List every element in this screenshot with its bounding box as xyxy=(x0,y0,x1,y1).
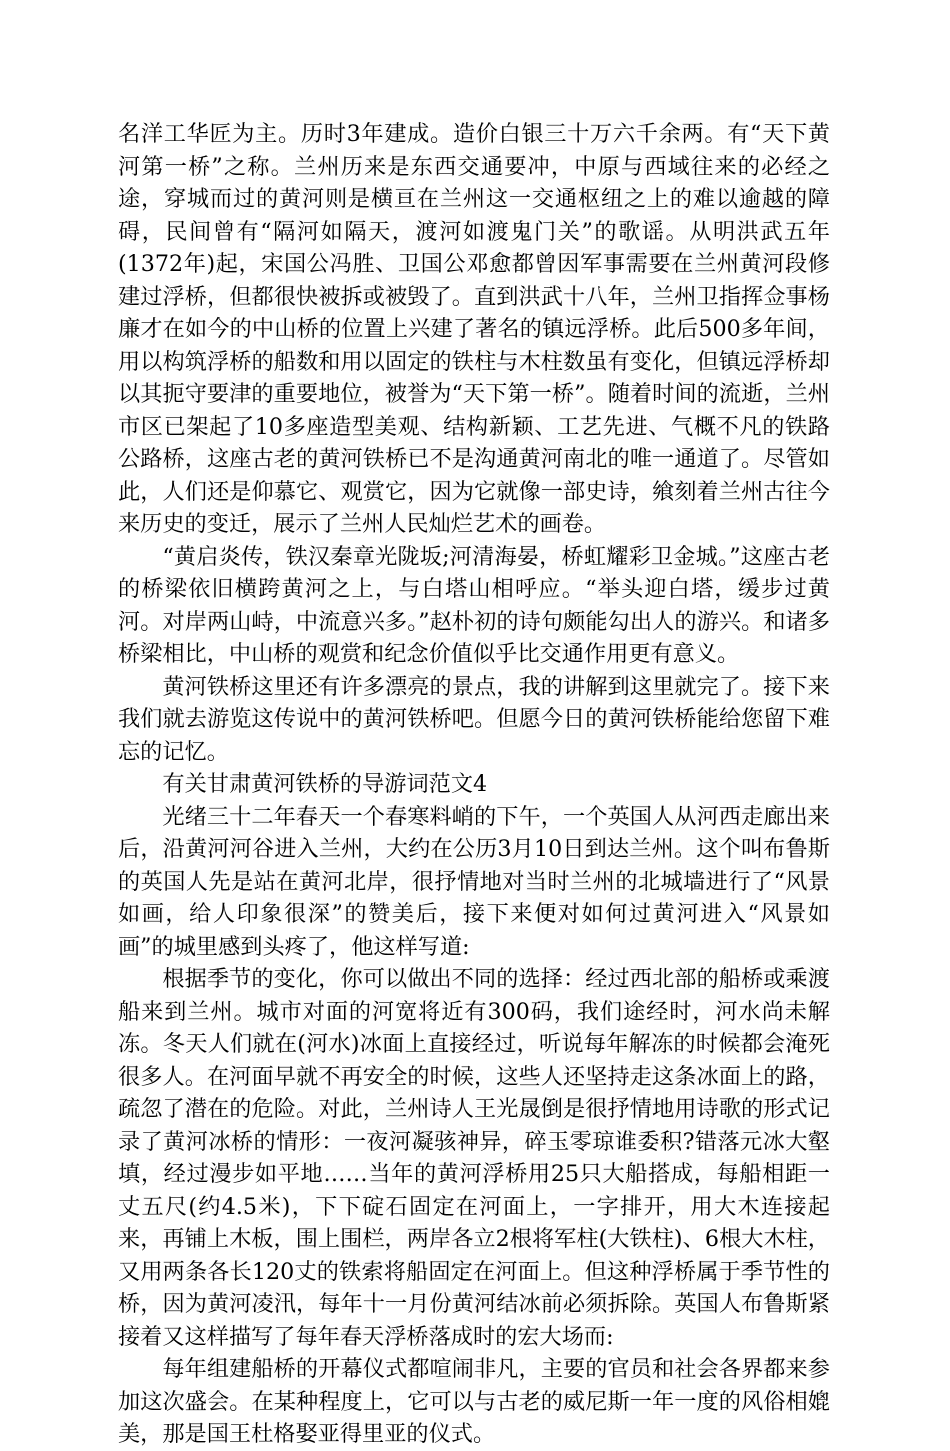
section-heading: 有关甘肃黄河铁桥的导游词范文4 xyxy=(162,771,488,797)
paragraph-guide-closing: 黄河铁桥这里还有许多漂亮的景点，我的讲解到这里就完了。接下来我们就去游览这传说中的黄河铁桥吧。但愿今日的黄河铁桥能给您留下难忘的记忆。 xyxy=(118,673,830,765)
paragraph-ice-bridge: 根据季节的变化，你可以做出不同的选择：经过西北部的船桥或乘渡船来到兰州。城市对面的河宽将近有300码，我们途经时，河水尚未解冻。冬天人们就在(河水)冰面上直接经过，听说每年解冻的时候都会淹死很多人。在河面早就不再安全的时候，这些人还坚持走这条冰面上的路，疏忽了潜在的危险。对此，兰州诗人王光晟倒是很抒情地用诗歌的形式记录了黄河冰桥的情形：一夜河凝骇神异，碎玉零琼谁委积?错落元冰大壑填，经过漫步如平地……当年的黄河浮桥用25只大船搭成，每船相距一丈五尺(约4.5米)，下下碇石固定在河面上，一字排开，用大木连接起来，再铺上木板，围上围栏，两岸各立2根将军柱(大铁柱)、6根大木柱，又用两条各长120丈的铁索将船固定在河面上。但这种浮桥属于季节性的桥，因为黄河凌汛，每年十一月份黄河结冰前必须拆除。英国人布鲁斯紧接着又这样描写了每年春天浮桥落成时的宏大场而: xyxy=(118,966,830,1350)
paragraph-bruce-arrival: 光绪三十二年春天一个春寒料峭的下午，一个英国人从河西走廊出来后，沿黄河河谷进入兰州，大约在公历3月10日到达兰州。这个叫布鲁斯的英国人先是站在黄河北岸，很抒情地对当时兰州的北城墙进行了“风景如画，给人印象很深”的赞美后，接下来便对如何过黄河进入“风景如画”的城里感到头疼了，他这样写道: xyxy=(118,803,830,960)
document-body xyxy=(118,118,830,1451)
paragraph-bridge-history: 名洋工华匠为主。历时3年建成。造价白银三十万六千余两。有“天下黄河第一桥”之称。兰州历来是东西交通要冲，中原与西域往来的必经之途，穿城而过的黄河则是横亘在兰州这一交通枢纽之上的难以逾越的障碍，民间曾有“隔河如隔天，渡河如渡鬼门关”的歌谣。从明洪武五年(1372年)起，宋国公冯胜、卫国公邓愈都曾因军事需要在兰州黄河段修建过浮桥，但都很快被拆或被毁了。直到洪武十八年，兰州卫指挥佥事杨廉才在如今的中山桥的位置上兴建了著名的镇远浮桥。此后500多年间，用以构筑浮桥的船数和用以固定的铁柱与木柱数虽有变化，但镇远浮桥却以其扼守要津的重要地位，被誉为“天下第一桥”。随着时间的流逝，兰州市区已架起了10多座造型美观、结构新颖、工艺先进、气概不凡的铁路公路桥，这座古老的黄河铁桥已不是沟通黄河南北的唯一通道了。尽管如此，人们还是仰慕它、观赏它，因为它就像一部史诗，飨刻着兰州古往今来历史的变迁，展示了兰州人民灿烂艺术的画卷。 xyxy=(118,121,830,537)
paragraph-couplet-poem: “黄启炎传，铁汉秦章光陇坂;河清海晏，桥虹耀彩卫金城。”这座古老的桥梁依旧横跨黄河之上，与白塔山相呼应。“举头迎白塔，缓步过黄河。对岸两山峙，中流意兴多。”赵朴初的诗句颇能勾出人的游兴。和诸多桥梁相比，中山桥的观赏和纪念价值似乎比交通作用更有意义。 xyxy=(118,543,830,667)
paragraph-opening-ceremony: 每年组建船桥的开幕仪式都喧闹非凡，主要的官员和社会各界都来参加这次盛会。在某种程度上，它可以与古老的威尼斯一年一度的风俗相媲美，那是国王杜格娶亚得里亚的仪式。 xyxy=(118,1356,830,1447)
